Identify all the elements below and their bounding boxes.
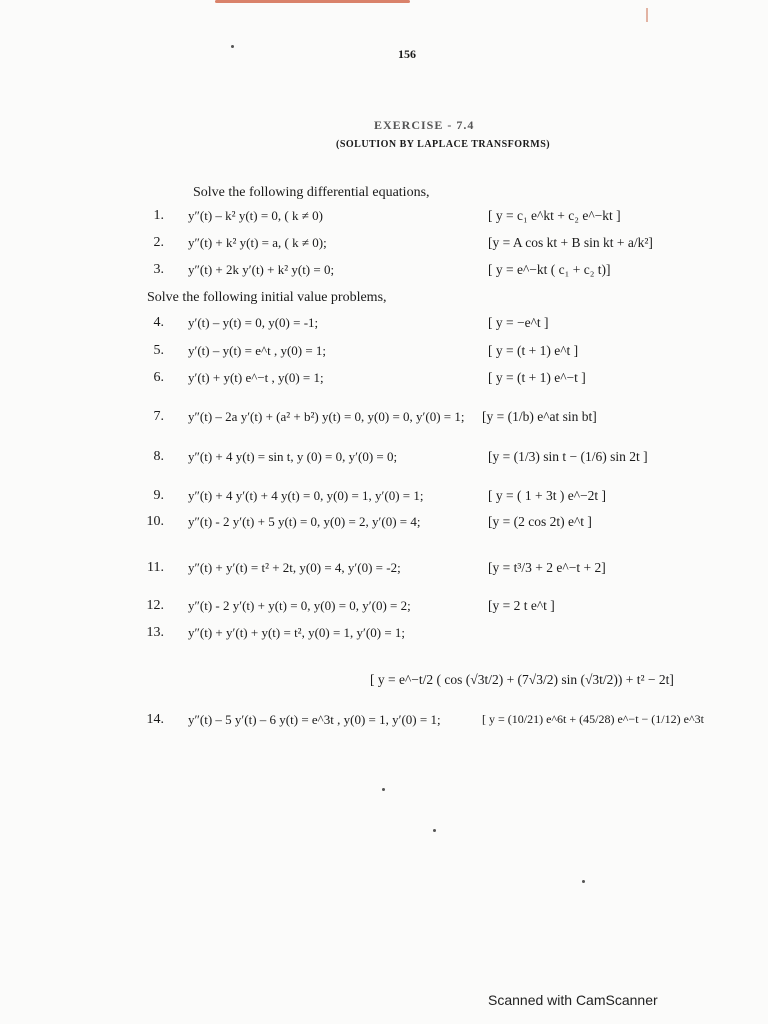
instruction-initial-value: Solve the following initial value problems, [147,290,387,305]
problem-number: 8. [153,449,164,464]
problem-answer: [ y = ( 1 + 3t ) e^−2t ] [488,488,607,503]
problem-answer: [ y = c₁ e^kt + c₂ e^−kt ] [488,208,621,223]
problem-row [0,208,768,232]
problem-number: 3. [153,262,164,277]
problem-row [0,514,768,538]
exercise-heading: EXERCISE - 7.4 [374,118,475,132]
scan-speck [433,829,436,832]
problem-row [0,370,768,394]
problem-answer: [y = t³/3 + 2 e^−t + 2] [488,560,606,575]
problem-row [0,598,768,622]
scanner-watermark: Scanned with CamScanner [488,992,658,1008]
problem-number: 13. [146,625,164,640]
problem-row [0,409,768,433]
scan-speck [582,880,585,883]
problem-answer: [ y = −e^t ] [488,315,549,330]
problem-equation: y″(t) – 5 y′(t) – 6 y(t) = e^3t , y(0) = 1, y′(0) = 1; [188,712,441,727]
problem-number: 2. [153,235,164,250]
problem-row [0,343,768,367]
scan-edge-mark [215,0,410,3]
problem-answer: [ y = (t + 1) e^−t ] [488,370,586,385]
problem-row [0,262,768,286]
problem-equation: y″(t) + k² y(t) = a, ( k ≠ 0); [188,235,327,250]
problem-answer: [ y = (t + 1) e^t ] [488,343,579,358]
problem-equation: y′(t) – y(t) = 0, y(0) = -1; [188,315,319,330]
problem-row [0,449,768,473]
problem-equation: y″(t) - 2 y′(t) + y(t) = 0, y(0) = 0, y′(0) = 2; [188,598,411,613]
problem-equation: y′(t) + y(t) e^−t , y(0) = 1; [188,370,324,385]
problem-row [0,560,768,584]
problem-answer: [y = A cos kt + B sin kt + a/k²] [488,235,653,250]
problem-equation: y″(t) + y′(t) + y(t) = t², y(0) = 1, y′(0) = 1; [188,625,406,640]
problem-number: 14. [146,712,164,727]
problem-number: 5. [153,343,164,358]
problem-answer: [y = (2 cos 2t) e^t ] [488,514,592,529]
scan-speck [231,45,234,48]
problem-number: 9. [153,488,164,503]
problem-equation: y′(t) – y(t) = e^t , y(0) = 1; [188,343,327,358]
problem-row [0,488,768,512]
problem-equation: y″(t) - 2 y′(t) + 5 y(t) = 0, y(0) = 2, y′(0) = 4; [188,514,421,529]
problem-equation: y″(t) – k² y(t) = 0, ( k ≠ 0) [188,208,323,223]
scan-edge-mark [646,8,648,22]
problem-answer: [ y = (10/21) e^6t + (45/28) e^−t − (1/12) e^3t [482,712,704,726]
problem-number: 12. [146,598,164,613]
problem-row [0,625,768,649]
problem-equation: y″(t) + 4 y′(t) + 4 y(t) = 0, y(0) = 1, y′(0) = 1; [188,488,424,503]
scan-speck [382,788,385,791]
problem-answer: [y = 2 t e^t ] [488,598,555,613]
problem-answer: [y = (1/3) sin t − (1/6) sin 2t ] [488,449,648,464]
problem-number: 4. [153,315,164,330]
instruction-differential: Solve the following differential equations, [193,185,430,200]
problem-number: 10. [146,514,164,529]
problem-number: 7. [153,409,164,424]
problem-number: 6. [153,370,164,385]
problem-number: 11. [147,560,164,575]
problem-equation: y″(t) + 4 y(t) = sin t, y (0) = 0, y′(0) = 0; [188,449,398,464]
problem-equation: y″(t) + 2k y′(t) + k² y(t) = 0; [188,262,335,277]
problem-answer: [y = (1/b) e^at sin bt] [482,409,597,424]
problem-row [0,712,768,736]
page-number: 156 [398,47,416,61]
problem-number: 1. [153,208,164,223]
problem-equation: y″(t) – 2a y′(t) + (a² + b²) y(t) = 0, y(0) = 0, y′(0) = 1; [188,409,465,424]
section-title: (SOLUTION BY LAPLACE TRANSFORMS) [336,139,551,150]
problem-answer: [ y = e^−t/2 ( cos (√3t/2) + (7√3/2) sin (√3t/2)) + t² − 2t] [370,672,674,687]
problem-equation: y″(t) + y′(t) = t² + 2t, y(0) = 4, y′(0) = -2; [188,560,401,575]
problem-row [0,235,768,259]
problem-row [0,315,768,339]
problem-answer: [ y = e^−kt ( c₁ + c₂ t)] [488,262,611,277]
